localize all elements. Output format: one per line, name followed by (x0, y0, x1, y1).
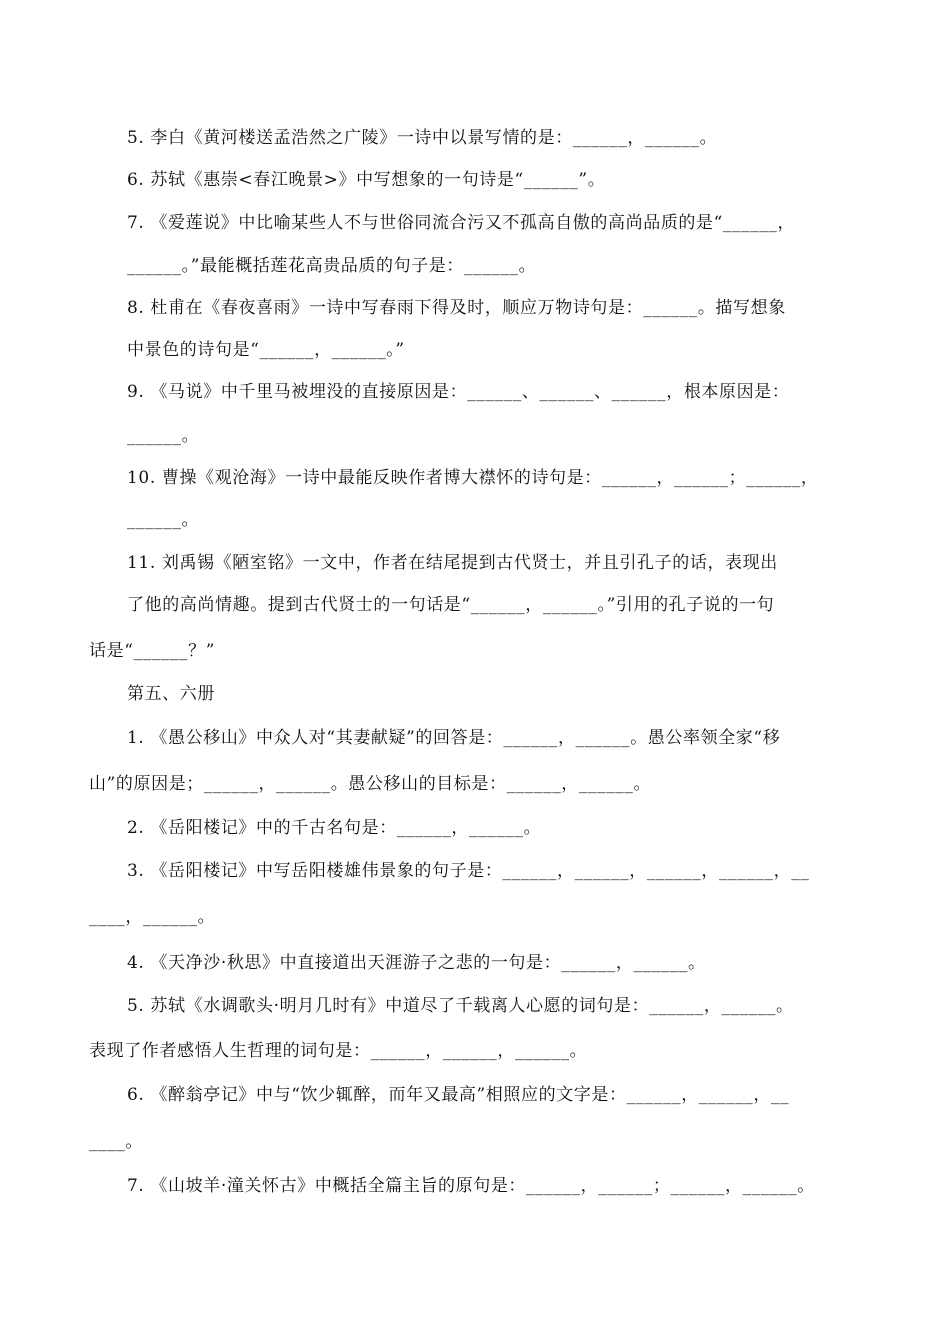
text-line: 5. 苏轼《水调歌头·明月几时有》中道尽了千载离人心愿的词句是：______，______。 (127, 996, 794, 1016)
text-line: 6. 苏轼《惠崇<春江晚景>》中写想象的一句诗是“______”。 (127, 170, 606, 190)
text-line: ____。 (89, 1132, 143, 1152)
text-line: 2. 《岳阳楼记》中的千古名句是：______，______。 (127, 818, 542, 838)
text-line: ______。”最能概括莲花高贵品质的句子是：______。 (127, 256, 537, 276)
text-line: 表现了作者感悟人生哲理的词句是：______，______，______。 (89, 1041, 588, 1061)
text-line: 4. 《天净沙·秋思》中直接道出天涯游子之悲的一句是：______，______。 (127, 953, 706, 973)
text-line: ____，______。 (89, 907, 216, 927)
text-line: 10. 曹操《观沧海》一诗中最能反映作者博大襟怀的诗句是：______，______；______， (127, 468, 819, 488)
text-line: 3. 《岳阳楼记》中写岳阳楼雄伟景象的句子是：______，______，______，______，__ (127, 861, 810, 881)
text-line: ______。 (127, 426, 200, 446)
section-heading: 第五、六册 (127, 684, 215, 704)
text-line: 话是“______？” (89, 641, 215, 661)
text-line: 7. 《爱莲说》中比喻某些人不与世俗同流合污又不孤高自傲的高尚品质的是“______， (127, 213, 796, 233)
text-line: 中景色的诗句是“______，______。” (127, 340, 405, 360)
text-line: 8. 杜甫在《春夜喜雨》一诗中写春雨下得及时，顺应万物诗句是：______。描写想象 (127, 298, 786, 318)
text-line: 5. 李白《黄河楼送孟浩然之广陵》一诗中以景写情的是：______，______。 (127, 128, 718, 148)
text-line: 1. 《愚公移山》中众人对“其妻献疑”的回答是：______，______。愚公率领全家“移 (127, 728, 781, 748)
text-line: ______。 (127, 510, 200, 530)
text-line: 山”的原因是；______，______。愚公移山的目标是：______，______。 (89, 774, 652, 794)
text-line: 9. 《马说》中千里马被埋没的直接原因是：______、______、______，根本原因是： (127, 382, 790, 402)
text-line: 了他的高尚情趣。提到古代贤士的一句话是“______，______。”引用的孔子说的一句 (127, 595, 775, 615)
text-line: 7. 《山坡羊·潼关怀古》中概括全篇主旨的原句是：______，______；______，______。 (127, 1176, 815, 1196)
text-line: 11. 刘禹锡《陋室铭》一文中，作者在结尾提到古代贤士，并且引孔子的话，表现出 (127, 553, 778, 573)
text-line: 6. 《醉翁亭记》中与“饮少辄醉，而年又最高”相照应的文字是：______，______，__ (127, 1085, 790, 1105)
